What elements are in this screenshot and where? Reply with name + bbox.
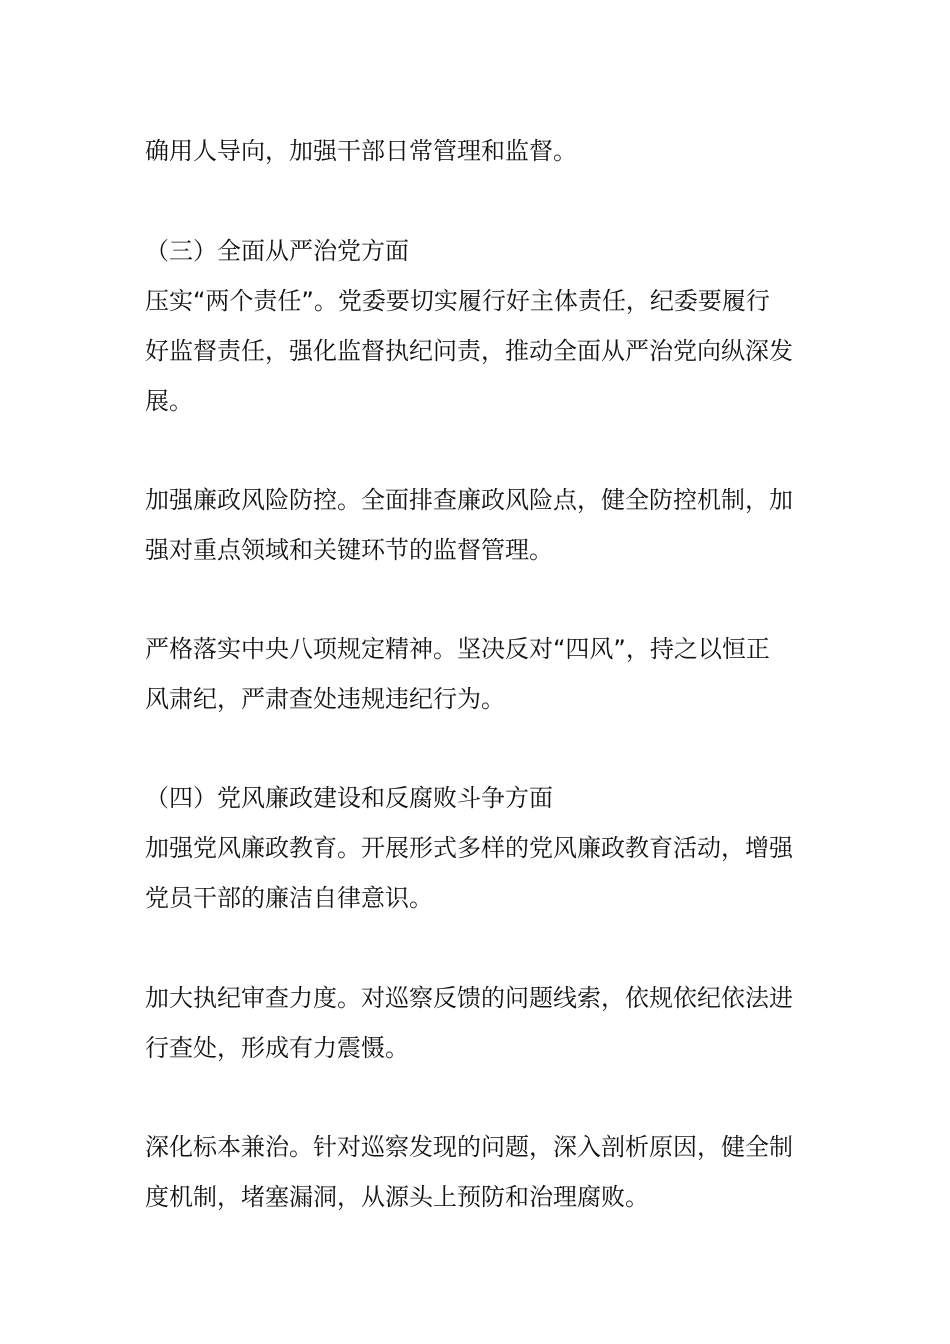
text-line: 加强党风廉政教育。开展形式多样的党风廉政教育活动，增强 xyxy=(145,834,793,862)
text-line: 加大执纪审查力度。对巡察反馈的问题线索，依规依纪依法进 xyxy=(145,984,793,1012)
text-line: 加强廉政风险防控。全面排查廉政风险点，健全防控机制，加 xyxy=(145,486,793,514)
text-line: 度机制，堵塞漏洞，从源头上预防和治理腐败。 xyxy=(145,1183,649,1211)
text-line: 风肃纪，严肃查处违规违纪行为。 xyxy=(145,685,505,713)
text-line: 确用人导向，加强干部日常管理和监督。 xyxy=(145,137,577,165)
text-line: 好监督责任，强化监督执纪问责，推动全面从严治党向纵深发 xyxy=(145,337,793,365)
text-line: 行查处，形成有力震慑。 xyxy=(145,1034,409,1062)
text-line: 强对重点领域和关键环节的监督管理。 xyxy=(145,536,553,564)
text-line: 展。 xyxy=(145,387,193,415)
text-line: 压实“两个责任”。党委要切实履行好主体责任，纪委要履行 xyxy=(145,287,770,315)
text-line: 党员干部的廉洁自律意识。 xyxy=(145,884,433,912)
section-heading: （四）党风廉政建设和反腐败斗争方面 xyxy=(145,784,553,812)
text-line: 严格落实中央八项规定精神。坚决反对“四风”，持之以恒正 xyxy=(145,635,770,663)
section-heading: （三）全面从严治党方面 xyxy=(145,237,409,265)
text-line: 深化标本兼治。针对巡察发现的问题，深入剖析原因，健全制 xyxy=(145,1133,793,1161)
